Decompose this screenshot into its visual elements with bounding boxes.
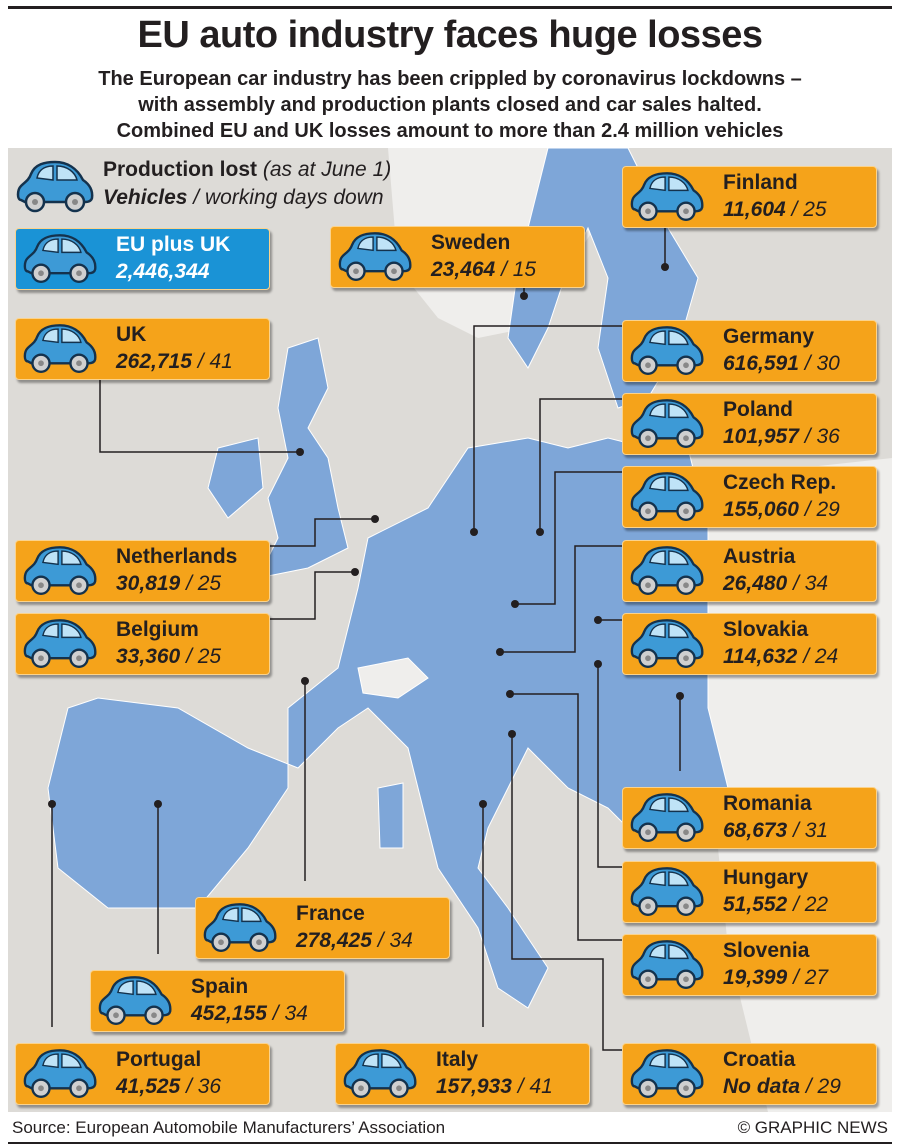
subtitle-line: Combined EU and UK losses amount to more than 2.4 million vehicles (116, 120, 784, 142)
car-icon (629, 792, 705, 844)
total-vehicles: 2,446,344 (116, 260, 210, 283)
country-box-spain (90, 970, 345, 1032)
working-days-down: / 41 (192, 350, 233, 373)
country-name: UK (116, 323, 147, 346)
vehicles-lost: 101,957 (723, 425, 799, 448)
car-icon (22, 1048, 98, 1100)
leader-line-belgium (270, 572, 355, 619)
working-days-down: / 24 (797, 645, 838, 668)
country-name: Hungary (723, 866, 809, 889)
leader-line-netherlands (270, 519, 375, 546)
working-days-down: / 34 (787, 572, 828, 595)
country-box-italy (335, 1043, 590, 1105)
working-days-down: / 36 (180, 1075, 221, 1098)
country-name: Finland (723, 171, 798, 194)
vehicles-lost: 11,604 (723, 198, 786, 221)
vehicles-lost: 26,480 (723, 572, 788, 595)
car-icon (629, 325, 705, 377)
vehicles-lost: 33,360 (116, 645, 181, 668)
country-box-uk (15, 318, 270, 380)
country-values (723, 893, 828, 917)
country-box-france (195, 897, 450, 959)
page-title: EU auto industry faces huge losses (137, 14, 763, 56)
country-values (723, 1075, 841, 1099)
vehicles-lost: No data (723, 1075, 801, 1098)
car-icon (22, 618, 98, 670)
country-box-austria (622, 540, 877, 602)
subtitle-line: The European car industry has been crippled by coronavirus lockdowns – (98, 68, 802, 90)
car-icon (629, 618, 705, 670)
country-values (116, 1075, 221, 1099)
car-icon (22, 545, 98, 597)
credit: © GRAPHIC NEWS (737, 1118, 888, 1137)
leader-line-czech (515, 472, 622, 604)
car-icon (629, 939, 705, 991)
country-values (723, 352, 840, 376)
car-icon (342, 1048, 418, 1100)
car-icon (22, 323, 98, 375)
vehicles-lost: 155,060 (723, 498, 799, 521)
working-days-down: / 41 (512, 1075, 553, 1098)
legend-days-label: / working days down (193, 186, 384, 209)
country-name: Belgium (116, 618, 199, 641)
country-name: Poland (723, 398, 794, 421)
car-icon (629, 866, 705, 918)
car-icon (629, 471, 705, 523)
country-box-romania (622, 787, 877, 849)
country-box-belgium (15, 613, 270, 675)
country-values (436, 1075, 553, 1099)
subtitle-line: with assembly and production plants closed and car sales halted. (138, 94, 762, 116)
country-name: Portugal (116, 1048, 202, 1071)
leader-line-uk (100, 372, 300, 452)
working-days-down: / 29 (799, 498, 840, 521)
working-days-down: / 31 (787, 819, 828, 842)
vehicles-lost: 51,552 (723, 893, 788, 916)
total-box (15, 228, 270, 290)
leader-line-germany (474, 326, 622, 532)
vehicles-lost: 68,673 (723, 819, 788, 842)
country-values (116, 572, 221, 596)
country-name: France (296, 902, 365, 925)
vehicles-lost: 452,155 (191, 1002, 267, 1025)
vehicles-lost: 157,933 (436, 1075, 512, 1098)
country-name: Sweden (431, 231, 511, 254)
working-days-down: / 25 (786, 198, 827, 221)
country-box-hungary (622, 861, 877, 923)
country-box-germany (622, 320, 877, 382)
working-days-down: / 27 (787, 966, 828, 989)
working-days-down: / 22 (787, 893, 828, 916)
subtitle (0, 66, 900, 144)
car-icon (629, 171, 705, 223)
country-name: Czech Rep. (723, 471, 837, 494)
leader-line-hungary (598, 664, 622, 867)
working-days-down: / 25 (180, 572, 221, 595)
country-box-slovenia (622, 934, 877, 996)
country-values (723, 425, 840, 449)
vehicles-lost: 616,591 (723, 352, 799, 375)
country-values (723, 966, 828, 990)
leader-line-croatia (512, 734, 622, 1050)
car-icon (629, 545, 705, 597)
country-box-netherlands (15, 540, 270, 602)
car-icon (97, 975, 173, 1027)
vehicles-lost: 41,525 (116, 1075, 181, 1098)
country-values (116, 645, 221, 669)
country-values (723, 645, 838, 669)
car-icon (202, 902, 278, 954)
country-values (296, 929, 413, 953)
country-box-slovakia (622, 613, 877, 675)
country-name: Slovenia (723, 939, 810, 962)
country-values (191, 1002, 308, 1026)
car-icon (629, 1048, 705, 1100)
leader-line-poland (540, 399, 622, 532)
working-days-down: / 29 (800, 1075, 841, 1098)
country-values (116, 350, 233, 374)
country-values (723, 572, 828, 596)
country-name: Romania (723, 792, 812, 815)
vehicles-lost: 30,819 (116, 572, 181, 595)
leader-line-austria (500, 546, 622, 652)
vehicles-lost: 23,464 (431, 258, 496, 281)
top-rule (8, 6, 892, 9)
country-name: Italy (436, 1048, 479, 1071)
legend-vehicles-label: Vehicles (103, 186, 188, 209)
country-name: Netherlands (116, 545, 238, 568)
country-box-czech (622, 466, 877, 528)
country-name: Slovakia (723, 618, 809, 641)
car-icon (22, 233, 98, 285)
working-days-down: / 30 (799, 352, 840, 375)
country-name: Germany (723, 325, 815, 348)
country-values (431, 258, 536, 282)
country-values (723, 819, 828, 843)
legend-heading-note: (as at June 1) (262, 158, 392, 181)
working-days-down: / 25 (180, 645, 221, 668)
bottom-rule (8, 1142, 892, 1144)
country-box-finland (622, 166, 877, 228)
country-name: Spain (191, 975, 249, 998)
car-icon (337, 231, 413, 283)
country-box-sweden (330, 226, 585, 288)
country-box-poland (622, 393, 877, 455)
working-days-down: / 34 (267, 1002, 308, 1025)
vehicles-lost: 19,399 (723, 966, 788, 989)
legend-heading: Production lost (103, 158, 257, 181)
working-days-down: / 15 (495, 258, 536, 281)
country-box-croatia (622, 1043, 877, 1105)
car-icon (15, 160, 95, 214)
country-values (723, 498, 840, 522)
country-values (723, 198, 827, 222)
vehicles-lost: 114,632 (723, 645, 798, 668)
car-icon (629, 398, 705, 450)
country-name: Austria (723, 545, 796, 568)
vehicles-lost: 262,715 (116, 350, 192, 373)
vehicles-lost: 278,425 (296, 929, 372, 952)
country-name: Croatia (723, 1048, 796, 1071)
country-box-portugal (15, 1043, 270, 1105)
source-note: Source: European Automobile Manufacturers’ Association (12, 1118, 446, 1137)
total-label: EU plus UK (116, 233, 231, 256)
working-days-down: / 34 (372, 929, 413, 952)
leader-line-slovenia (510, 694, 622, 940)
working-days-down: / 36 (799, 425, 840, 448)
